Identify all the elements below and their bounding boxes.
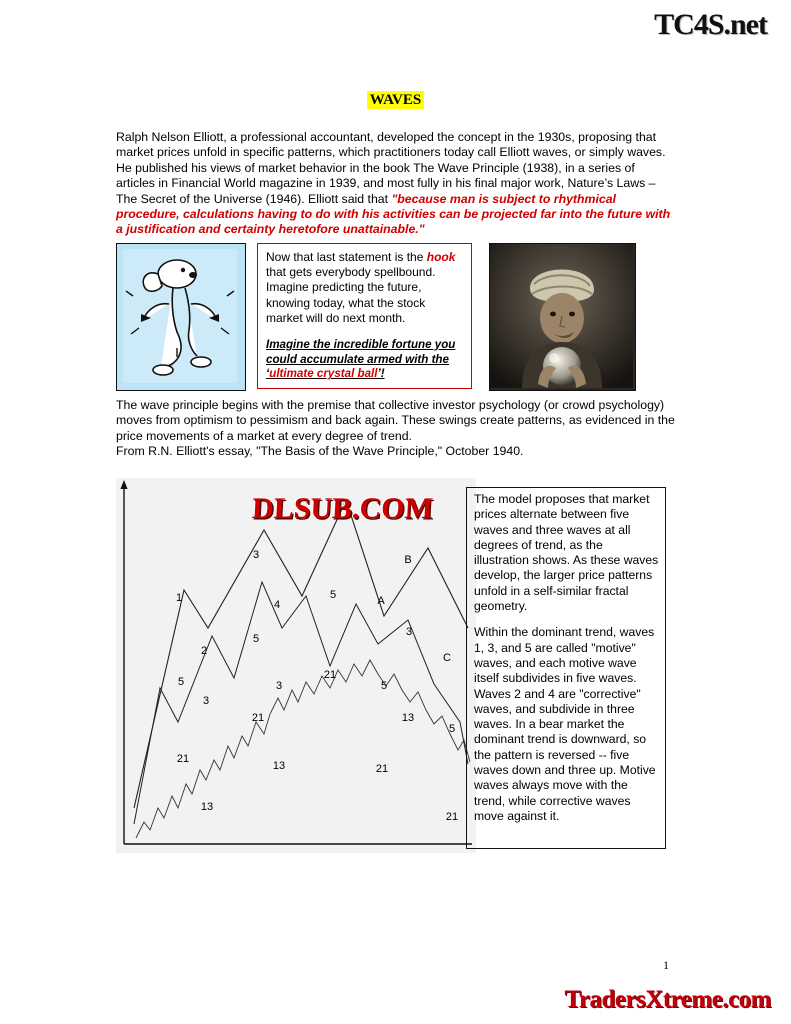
svg-text:5: 5 bbox=[380, 680, 388, 692]
intro-paragraph bbox=[116, 130, 674, 238]
source-line: From R.N. Elliott's essay, "The Basis of the Wave Principle," October 1940. bbox=[116, 444, 524, 459]
svg-text:21: 21 bbox=[176, 753, 190, 765]
sidebar-paragraph-2: Within the dominant trend, waves 1, 3, and 5 are called "motive" waves, and each motive wave itself subdivides in five waves. Waves 2 and 4 are "corrective" waves, and subdivide in three waves. In a bear market the dominant trend is downward, so the pattern is reversed -- five waves down and three up. Motive waves always move with the trend, while corrective waves move against it. bbox=[474, 625, 656, 823]
watermark-text: DLSUB.COM bbox=[251, 492, 434, 525]
svg-text:13: 13 bbox=[200, 801, 214, 813]
elliott-wave-chart bbox=[116, 478, 476, 853]
svg-text:B: B bbox=[404, 554, 412, 566]
svg-text:2: 2 bbox=[200, 645, 208, 657]
hook-callout-box bbox=[257, 243, 472, 389]
page-number: 1 bbox=[663, 958, 669, 972]
svg-text:4: 4 bbox=[273, 599, 281, 611]
chart-sidebar-text bbox=[466, 487, 666, 849]
svg-text:3: 3 bbox=[275, 680, 283, 692]
sidebar-paragraph-1: The model proposes that market prices alternate between five waves and three waves at all degrees of trend, as the illustration shows. As these waves develop, the larger price patterns unfold in a self-similar fractal geometry. bbox=[474, 492, 659, 614]
hook-keyword: hook bbox=[426, 250, 456, 264]
middle-figure-row bbox=[116, 243, 676, 391]
svg-text:21: 21 bbox=[375, 763, 389, 775]
svg-text:5: 5 bbox=[252, 633, 260, 645]
svg-text:5: 5 bbox=[177, 676, 185, 688]
imagine-end: ’! bbox=[377, 367, 385, 381]
svg-text:1: 1 bbox=[175, 592, 183, 604]
hook-imagine-line bbox=[266, 338, 464, 382]
hook-line-rest: that gets everybody spellbound. Imagine predicting the future, knowing today, what the stock market will do next month. bbox=[266, 265, 436, 325]
svg-text:5: 5 bbox=[329, 589, 337, 601]
elliott-quote: "because man is subject to rhythmical procedure, calculations having to do with his activities can be projected far into the future with a justification and certainty heretofore unattainable." bbox=[116, 191, 671, 237]
svg-text:21: 21 bbox=[251, 712, 265, 724]
premise-paragraph bbox=[116, 398, 676, 460]
svg-text:3: 3 bbox=[405, 626, 413, 638]
svg-text:5: 5 bbox=[448, 723, 456, 735]
site-logo-top: TC4S.net bbox=[654, 8, 767, 41]
svg-text:3: 3 bbox=[252, 549, 260, 561]
svg-text:C: C bbox=[443, 652, 451, 664]
hook-line-start: Now that last statement is the bbox=[266, 250, 427, 264]
site-logo-bottom: TradersXtreme.com bbox=[564, 986, 771, 1013]
svg-text:13: 13 bbox=[401, 712, 415, 724]
svg-text:21: 21 bbox=[323, 669, 337, 681]
page-title bbox=[0, 92, 791, 109]
svg-text:A: A bbox=[377, 595, 385, 607]
premise-text: The wave principle begins with the premise that collective investor psychology (or crowd psychology) moves from optimism to pessimism and back again. These swings create patterns, as evidenced in the price movements of a market at every degree of trend. bbox=[116, 398, 675, 443]
page-title-text: WAVES bbox=[367, 91, 424, 109]
imagine-crystal-ball: ultimate crystal ball bbox=[269, 367, 378, 381]
imagine-start: Imagine the incredible fortune you could accumulate armed with the ‘ bbox=[266, 338, 456, 381]
svg-text:21: 21 bbox=[445, 811, 459, 823]
snoopy-image bbox=[116, 243, 246, 391]
fortune-teller-image bbox=[489, 243, 636, 391]
svg-text:3: 3 bbox=[202, 695, 210, 707]
svg-text:13: 13 bbox=[272, 760, 286, 772]
intro-text: Ralph Nelson Elliott, a professional accountant, developed the concept in the 1930s, proposing that market prices unfold in specific patterns, which practitioners today call Elliott waves, or simply waves. He published his views of market behavior in the book The Wave Principle (1938), in a series of articles in Financial World magazine in 1939, and most fully in his final major work, Nature’s Laws – The Secret of the Universe (1946). Elliott said that bbox=[116, 130, 666, 206]
